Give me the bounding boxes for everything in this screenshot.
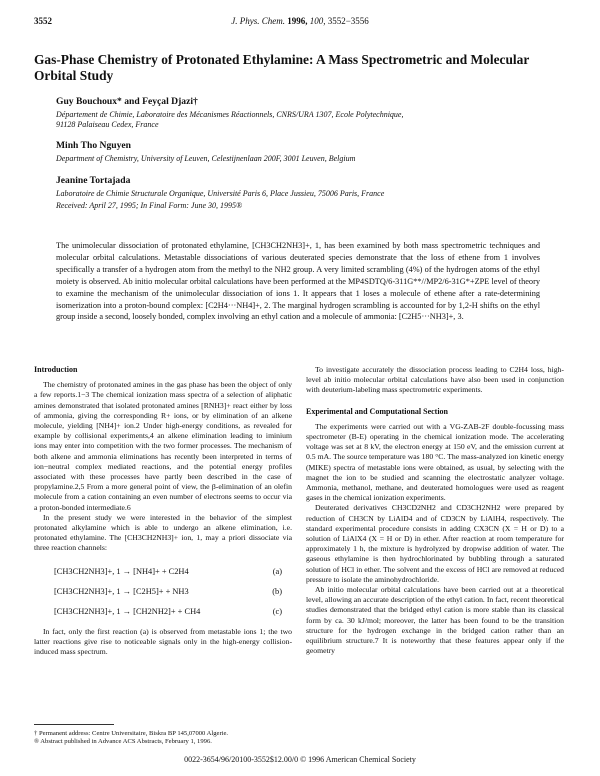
affiliation-line: Laboratoire de Chimie Structurale Organique, Université Paris 6, Place Jussieu, 75006 Paris, France bbox=[56, 189, 385, 198]
affiliation-line: 91128 Palaiseau Cedex, France bbox=[56, 120, 159, 130]
equation-c bbox=[34, 603, 292, 623]
section-heading-introduction: Introduction bbox=[34, 365, 78, 374]
author-block-3 bbox=[56, 175, 556, 212]
received-dates: Received: April 27, 1995; In Final Form: June 30, 1995® bbox=[56, 201, 243, 211]
journal-name: J. Phys. Chem. bbox=[231, 16, 285, 26]
copyright-footer: 0022-3654/96/20100-3552$12.00/0 © 1996 American Chemical Society bbox=[184, 755, 416, 764]
affiliation-line: Département de Chimie, Laboratoire des Mécanismes Réactionnels, CNRS/URA 1307, Ecole Polytechnique, bbox=[56, 110, 404, 119]
equation-expression: [CH3CH2NH3]+, 1 → [C2H5]+ + NH3 bbox=[54, 586, 189, 596]
journal-volume: 100, bbox=[309, 16, 326, 26]
footnote-rule bbox=[34, 724, 114, 725]
experimental-paragraph-1: The experiments were carried out with a VG-ZAB-2F double-focussing mass spectrometer (B-E) operating in the chemical ionization mode. The accelerating voltage was set at 8 kV, the electron energy at 150 eV, and the emission current at 0.5 mA. The source temperature was 180 °C. The mass-analyzed ion kinetic energy (MIKE) spectra of metastable ions were obtained, as usual, by selecting with the magnet the ion to be studied and scanning the electrostatic analyzer voltage. Ammonia, methanol, methane, and deuterated homologues were used as reagent gases in the chemical ionization experiments. bbox=[306, 421, 564, 503]
running-header bbox=[34, 16, 566, 30]
equation-b bbox=[34, 583, 292, 603]
author-names: Minh Tho Nguyen bbox=[56, 140, 131, 151]
author-names: Guy Bouchoux* and Feyçal Djazi† bbox=[56, 96, 198, 107]
equation-expression: [CH3CH2NH3]+, 1 → [NH4]+ + C2H4 bbox=[54, 566, 189, 576]
equation-label: (a) bbox=[272, 566, 282, 576]
intro-paragraph-1: The chemistry of protonated amines in the gas phase has been the object of only a few reports.1−3 The chemical ionization mass spectra of a selection of aliphatic amines demonstrated that isolated protonated amines [RNH3]+ react either by loss of ammonia, giving the corresponding R+ ions, or by elimination of an alkene molecule, yielding [NH4]+ ion.2 Under high-energy conditions, as revealed for example by collisional experiments,4 an alkene elimination leading to iminium ions may enter into competition with the two former processes. The mechanism of both alkene and ammonia eliminations has recently been interpreted in terms of ion−neutral complex mediated reactions, and the potential energy profiles associated with these processes have partly been described in the case of propylamine.2,5 From a more general point of view, the β-elimination of an olefin molecule from a cation containing an even number of electrons seems to occur via a proton-bonded intermediate.6 bbox=[34, 380, 292, 512]
footnotes bbox=[34, 730, 292, 747]
intro-paragraph-4: To investigate accurately the dissociation process leading to C2H4 loss, high-level ab initio molecular orbital calculations have also been used in conjunction with deuterium-labeling mass spectrometric experiments. bbox=[306, 365, 564, 395]
experimental-paragraph-2: Deuterated derivatives CH3CD2NH2 and CD3CH2NH2 were prepared by reduction of CH3CN by LiAlD4 and of CD3CN by LiAlH4, respectively. The standard experimental procedure consists in adding CX3CN (X = H or D) to a solution of LiAlX4 (X = H or D) in ether. After reaction at room temperature for approximately 1 h, the mixture is hydrolyzed by dropwise addition of water. The gaseous ethylamine is then hydrochlorinated by bubbling through a saturated solution of HCl in ether. The solvent and the excess of HCl are removed at reduced pressure to isolate the aminohydrochloride. bbox=[306, 503, 564, 584]
equation-label: (b) bbox=[272, 586, 282, 596]
affiliation-line: Department of Chemistry, University of Leuven, Celestijnenlaan 200F, 3001 Leuven, Belgium bbox=[56, 154, 356, 163]
footnote: ® Abstract published in Advance ACS Abstracts, February 1, 1996. bbox=[34, 738, 212, 746]
page-number: 3552 bbox=[34, 16, 52, 26]
author-block-2 bbox=[56, 140, 556, 164]
journal-citation bbox=[34, 16, 566, 26]
journal-pages: 3552−3556 bbox=[327, 16, 369, 26]
left-column bbox=[34, 365, 292, 657]
right-column bbox=[306, 365, 564, 656]
paper-title: Gas-Phase Chemistry of Protonated Ethylamine: A Mass Spectrometric and Molecular Orbital Study bbox=[34, 52, 530, 83]
experimental-paragraph-3: Ab initio molecular orbital calculations have been carried out at a theoretical level, allowing an accurate description of the ethyl cation. In fact, recent theoretical studies demonstrated that the bridged ethyl cation is more stable than its classical form by ca. 30 kJ/mol; moreover, the latter has been found to be the transition structure for the hydrogen exchange in the bridged cation rather than an equilibrium structure.7 It is noteworthy that these features appear only if the geometry bbox=[306, 585, 564, 656]
author-names: Jeanine Tortajada bbox=[56, 175, 131, 186]
intro-paragraph-2: In the present study we were interested in the behavior of the simplest protonated alkylamine which is able to undergo an alkene elimination, i.e. protonated ethylamine. The [CH3CH2NH3]+ ion, 1, may a priori dissociate via three reaction channels: bbox=[34, 512, 292, 553]
intro-paragraph-3: In fact, only the first reaction (a) is observed from metastable ions 1; the two latter reactions give rise to noticeable signals only in the high-energy collision-induced mass spectrum. bbox=[34, 626, 292, 657]
equation-expression: [CH3CH2NH3]+, 1 → [CH2NH2]+ + CH4 bbox=[54, 606, 201, 616]
abstract: The unimolecular dissociation of protonated ethylamine, [CH3CH2NH3]+, 1, has been examined by both mass spectrometric techniques and molecular orbital calculations. Metastable dissociations of various deuterated species demonstrate that the loss of ethene from 1 involves specifically a transfer of a hydrogen atom from the methyl to the NH2 group. A very limited scrambling (4%) of the hydrogen atoms of the ethyl moiety is observed. Ab initio molecular orbital calculations have been performed at the MP4SDTQ/6-311G**//MP2/6-31G*+ZPE level of theory to examine the mechanism of the unimolecular dissociation of ions 1. It appears that 1 loses a molecule of ethene after a rate-determining isomerization into a proton-bound complex: [C2H4···NH4]+, 2. The marginal hydrogen scrambling is accounted for by 1,2-H shifts on the ethyl group inside a second, loosely bonded, complex involving an ethyl cation and a molecule of ammonia: [C2H5···NH3]+, 3. bbox=[56, 241, 540, 322]
journal-year: 1996, bbox=[287, 16, 308, 26]
section-heading-experimental: Experimental and Computational Section bbox=[306, 406, 449, 416]
equation-a bbox=[34, 563, 292, 583]
footnote: † Permanent address: Centre Universitaire, Biskra BP 145,07000 Algerie. bbox=[34, 730, 229, 737]
author-block-1 bbox=[56, 96, 556, 131]
equation-label: (c) bbox=[272, 606, 282, 616]
